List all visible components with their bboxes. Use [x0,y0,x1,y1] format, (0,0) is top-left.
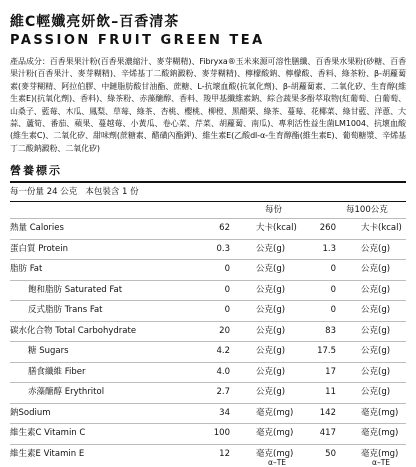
per-serving-unit: 毫克(mg) [256,448,294,459]
per-100g-value: 17.5 [317,346,336,357]
per-serving-value: 12 [219,448,230,459]
per-100g-value: 83 [325,325,336,336]
per-serving-unit: 公克(g) [256,387,286,398]
per-100g-value: 11 [325,387,336,398]
per-serving-value: 0 [224,264,230,275]
table-row [10,363,406,384]
nutrient-label: 蛋白質 Protein [10,243,68,254]
per-100g-value: 0 [330,264,336,275]
nutrient-label: 飽和脂肪 Saturated Fat [28,284,123,295]
per-100g-value: 1.3 [322,243,336,254]
table-row [10,301,406,322]
per-100g-unit: 毫克(mg) [361,428,399,439]
table-row [10,342,406,363]
nutrition-header-row [10,202,406,219]
table-row [10,383,406,404]
table-row [10,404,406,425]
per-100g-unit: 公克(g) [361,243,391,254]
vit-e-unit-note-100g: α–TE [372,457,391,467]
per-serving-unit: 公克(g) [256,325,286,336]
per-serving-value: 62 [219,223,230,234]
per-100g-value: 0 [330,284,336,295]
per-100g-unit: 公克(g) [361,305,391,316]
serving-size: 每一份量 24 公克 [10,187,78,198]
per-100g-unit: 毫克(mg) [361,407,399,418]
nutrient-label: 維生素C Vitamin C [10,428,86,439]
vit-e-unit-note-serving: α–TE [268,457,287,467]
per-serving-value: 0 [224,305,230,316]
per-serving-unit: 大卡(kcal) [256,223,297,234]
per-100g-unit: 毫克(mg) [361,448,399,459]
nutrient-label: 赤藻醣醇 Erythritol [28,387,105,398]
per-serving-unit: 公克(g) [256,305,286,316]
per-serving-value: 0 [224,284,230,295]
table-row [10,281,406,302]
nutrition-table [10,219,406,467]
table-row [10,424,406,445]
nutrient-label: 熱量 Calories [10,223,64,234]
nutrient-label: 鈉Sodium [10,407,51,418]
nutrition-heading: 營養標示 [10,164,62,178]
col-per-100g: 每100公克 [346,205,388,216]
table-row [10,322,406,343]
ingredients-text: 產品成分：百香果果汁粉(百香果濃縮汁、麥芽糊精)、Fibryxa®玉米來源可溶性膳纖、百香果水果粉(砂糖、百香果汁粉(百香果汁、麥芽糊精)、辛烯基丁二酸鈉澱粉、麥芽糊精)、檸檬酸鈉、檸檬酸、香料、綠茶粉、β-胡蘿蔔素(麥芽糊精、阿拉伯膠、中鏈脂肪酸甘油酯、蔗糖、L-抗壞血酸(抗氧化劑)、β-胡蘿蔔素、二氧化矽、生育醇(維生素E)(抗氧化劑)、香料)、綠茶粉、赤藻醣醇、香料、羧甲基纖維素鈉、綜合蔬果多酚萃取物(紅葡萄、白葡萄、山桑子、藍莓、木瓜、鳳梨、草莓、綠茶、杏桃、櫻桃、柳橙、黑醋栗、綠茶、蔓莓、花椰菜、綠甘藍、洋蔥、大蒜、蘆筍、番茄、蘋果、蔓越莓、小黃瓜、卷心菜、芹菜、胡蘿蔔、南瓜)、專利活性益生菌LM1004、抗壞血酸(維生素C)、二氧化矽、甜味劑(蔗糖素、醋磺內酯鉀)、維生素E(乙酸dl-α-生育醇酯(維生素E)、葡萄糖漿、辛烯基丁二酸鈉澱粉、二氧化矽) [10,57,406,153]
col-per-serving: 每份 [265,205,283,216]
per-100g-value: 17 [325,366,336,377]
table-row [10,219,406,240]
per-serving-value: 100 [213,428,230,439]
serving-info [10,183,406,201]
table-row [10,240,406,261]
per-100g-unit: 大卡(kcal) [361,223,402,234]
nutrient-label: 反式脂肪 Trans Fat [28,305,103,316]
per-serving-unit: 毫克(mg) [256,407,294,418]
nutrient-label: 維生素E Vitamin E [10,448,85,459]
per-serving-unit: 公克(g) [256,264,286,275]
product-subtitle: PASSION FRUIT GREEN TEA [10,33,265,48]
table-row [10,445,406,465]
nutrient-label: 膳食纖維 Fiber [28,366,86,377]
per-serving-unit: 公克(g) [256,284,286,295]
per-100g-unit: 公克(g) [361,366,391,377]
per-serving-unit: 公克(g) [256,243,286,254]
per-serving-value: 4.0 [216,366,230,377]
per-serving-value: 20 [219,325,230,336]
nutrient-label: 糖 Sugars [28,346,69,357]
per-serving-value: 0.3 [216,243,230,254]
per-100g-unit: 公克(g) [361,346,391,357]
per-serving-unit: 公克(g) [256,366,286,377]
per-100g-value: 0 [330,305,336,316]
per-100g-value: 417 [319,428,336,439]
product-title: 維C輕孅亮妍飲–百香清茶 [10,14,180,30]
per-serving-value: 2.7 [216,387,230,398]
per-100g-value: 142 [319,407,336,418]
per-100g-unit: 公克(g) [361,325,391,336]
servings-per-pack: 本包裝含 1 份 [85,187,139,198]
nutrient-label: 碳水化合物 Total Carbohydrate [10,325,137,336]
per-100g-value: 260 [319,223,336,234]
per-100g-unit: 公克(g) [361,387,391,398]
table-row [10,260,406,281]
nutrient-label: 脂肪 Fat [10,264,43,275]
per-100g-unit: 公克(g) [361,264,391,275]
per-serving-value: 4.2 [216,346,230,357]
per-serving-value: 34 [219,407,230,418]
per-100g-unit: 公克(g) [361,284,391,295]
per-serving-unit: 公克(g) [256,346,286,357]
per-serving-unit: 毫克(mg) [256,428,294,439]
per-100g-value: 50 [325,448,336,459]
